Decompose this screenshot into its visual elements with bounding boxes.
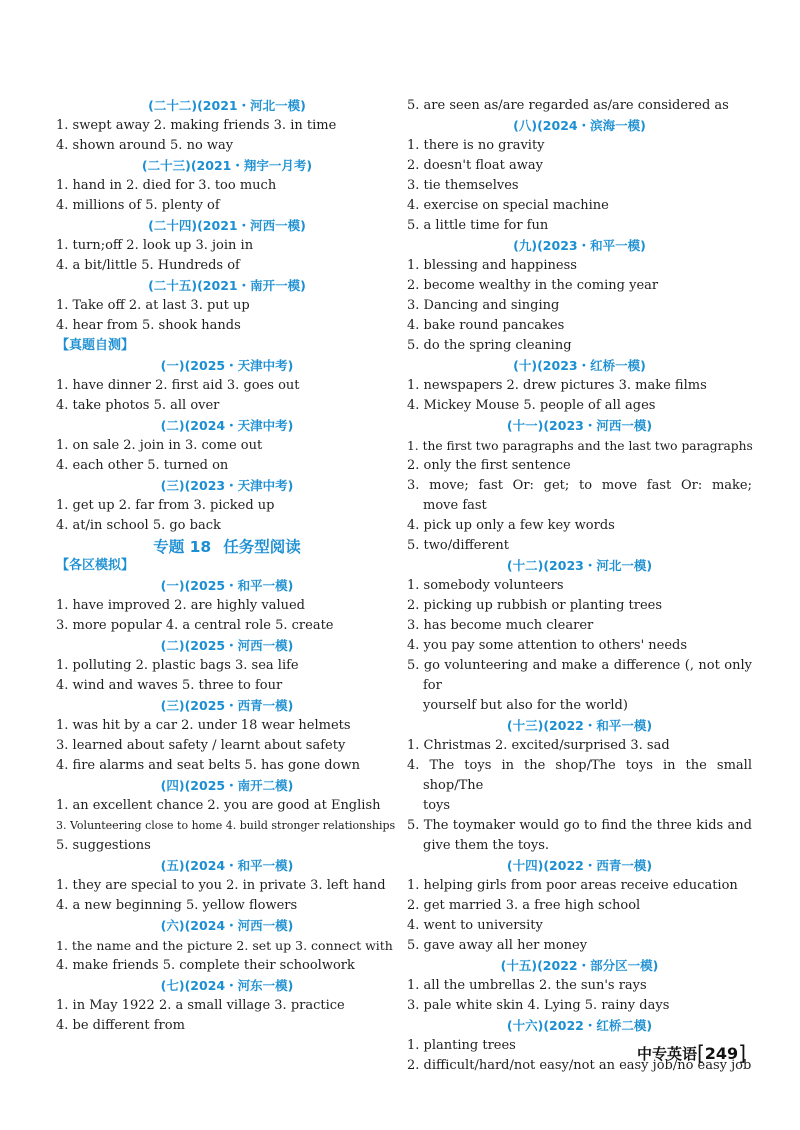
answer-line: 1. helping girls from poor areas receive education — [407, 878, 738, 893]
section-heading: (十)(2023・红桥一模) — [513, 358, 646, 373]
answer-line: 4. went to university — [407, 918, 543, 933]
answer-line: 1. hand in 2. died for 3. too much — [56, 178, 277, 193]
answer-line: 4. you pay some attention to others' needs — [407, 638, 688, 653]
answer-line: 2. picking up rubbish or planting trees — [407, 598, 663, 613]
section-heading: (十三)(2022・和平一模) — [506, 718, 653, 733]
answer-line: 1. there is no gravity — [407, 138, 545, 153]
answer-line: 1. they are special to you 2. in private 3. left hand — [56, 878, 386, 893]
section-heading: (二十二)(2021・河北一模) — [148, 98, 306, 113]
answer-line: 5. are seen as/are regarded as/are considered as — [407, 98, 729, 113]
answer-line-wrapped: 5. go volunteering and make a difference (, not only for — [407, 658, 752, 693]
page-number: 249 — [704, 1044, 739, 1063]
answer-line: 1. turn;off 2. look up 3. join in — [56, 238, 254, 253]
answer-line: 4. be different from — [56, 1018, 185, 1033]
answer-line-wrapped: 4. The toys in the shop/The toys in the small shop/The — [407, 758, 752, 793]
answer-line: 1. Take off 2. at last 3. put up — [56, 298, 250, 313]
answer-line: 5. do the spring cleaning — [407, 338, 572, 353]
answer-line: 3. Volunteering close to home 4. build stronger relationships — [56, 819, 396, 832]
answer-line-wrapped: 5. The toymaker would go to find the three kids and — [407, 818, 752, 833]
answer-line: 3. more popular 4. a central role 5. create — [56, 618, 334, 633]
answer-line: 3. learned about safety / learnt about safety — [56, 738, 346, 753]
section-heading: (二)(2025・河西一模) — [160, 638, 294, 653]
section-heading: (二十五)(2021・南开一模) — [148, 278, 306, 293]
answer-line: 1. the first two paragraphs and the last two paragraphs — [407, 439, 753, 453]
section-heading: (十六)(2022・红桥二模) — [506, 1018, 653, 1033]
answer-line: 4. take photos 5. all over — [56, 398, 220, 413]
answer-line-continuation: give them the toys. — [423, 838, 550, 853]
answer-line: 1. all the umbrellas 2. the sun's rays — [407, 978, 647, 993]
answer-line: 4. exercise on special machine — [407, 198, 609, 213]
answer-line: 1. somebody volunteers — [407, 578, 564, 593]
answer-line: 4. hear from 5. shook hands — [56, 318, 241, 333]
answer-line: 1. on sale 2. join in 3. come out — [56, 438, 263, 453]
answer-line: 1. have improved 2. are highly valued — [56, 598, 305, 613]
section-heading: (五)(2024・和平一模) — [160, 858, 294, 873]
book-title: 中专英语 — [636, 1045, 697, 1063]
section-label: 【真题自测】 — [56, 338, 135, 353]
answer-line: 3. pale white skin 4. Lying 5. rainy days — [407, 998, 670, 1013]
answer-line: 1. have dinner 2. first aid 3. goes out — [56, 378, 300, 393]
section-heading: (十四)(2022・西青一模) — [506, 858, 653, 873]
answer-line-wrapped: 3. move; fast Or: get; to move fast Or: make; — [407, 478, 752, 493]
answer-line: 1. swept away 2. making friends 3. in time — [56, 118, 337, 133]
section-heading: (一)(2025・天津中考) — [160, 358, 294, 373]
answer-line: 1. blessing and happiness — [407, 258, 577, 273]
topic-name: 任务型阅读 — [223, 538, 301, 556]
answer-line: 4. fire alarms and seat belts 5. has gone down — [56, 758, 360, 773]
answer-line: 4. millions of 5. plenty of — [56, 198, 220, 213]
answer-line: 2. difficult/hard/not easy/not an easy job/no easy job — [407, 1058, 752, 1073]
section-heading: (八)(2024・滨海一模) — [513, 118, 646, 133]
bracket-left: [ — [696, 1041, 705, 1065]
answer-line: 5. suggestions — [56, 838, 151, 853]
answer-line: 1. Christmas 2. excited/surprised 3. sad — [407, 738, 670, 753]
answer-line: 1. the name and the picture 2. set up 3. connect with — [56, 938, 393, 953]
answer-line: 1. planting trees — [407, 1038, 516, 1053]
section-heading: (七)(2024・河东一模) — [160, 978, 294, 993]
answer-line: 2. become wealthy in the coming year — [407, 278, 659, 293]
answer-line: 4. pick up only a few key words — [407, 518, 615, 533]
answer-line: 4. shown around 5. no way — [56, 138, 234, 153]
section-heading: (十五)(2022・部分区一模) — [500, 958, 659, 973]
section-heading: (四)(2025・南开二模) — [160, 778, 294, 793]
answer-line: 5. a little time for fun — [407, 218, 549, 233]
section-heading: (二十四)(2021・河西一模) — [148, 218, 306, 233]
answer-line: 5. two/different — [407, 538, 510, 553]
answer-line: 1. in May 1922 2. a small village 3. practice — [56, 998, 345, 1013]
right-column — [407, 96, 752, 1076]
section-heading: (六)(2024・河西一模) — [160, 918, 294, 933]
section-heading: (二十三)(2021・翔宇一月考) — [141, 158, 313, 173]
answer-line: 2. get married 3. a free high school — [407, 898, 641, 913]
answer-line: 1. was hit by a car 2. under 18 wear helmets — [56, 718, 351, 733]
section-heading: (三)(2023・天津中考) — [160, 478, 294, 493]
answer-line: 4. at/in school 5. go back — [56, 518, 221, 533]
section-heading: (九)(2023・和平一模) — [513, 238, 646, 253]
page-footer — [637, 1040, 746, 1066]
answer-line: 4. bake round pancakes — [407, 318, 565, 333]
answer-line: 1. polluting 2. plastic bags 3. sea life — [56, 658, 299, 673]
answer-line: 1. an excellent chance 2. you are good at English — [56, 798, 381, 813]
answer-line: 5. gave away all her money — [407, 938, 588, 953]
answer-line: 2. doesn't float away — [407, 158, 543, 173]
answer-line-continuation: move fast — [423, 498, 487, 513]
answer-line-continuation: toys — [423, 798, 451, 813]
answer-line: 4. each other 5. turned on — [56, 458, 229, 473]
bracket-right: ] — [738, 1041, 746, 1065]
answer-line: 3. has become much clearer — [407, 618, 594, 633]
topic-number: 专题 18 — [153, 538, 212, 556]
answer-line: 4. a bit/little 5. Hundreds of — [56, 258, 240, 273]
section-heading: (十一)(2023・河西一模) — [506, 418, 653, 433]
answer-line: 2. only the first sentence — [407, 458, 571, 473]
answer-line: 3. Dancing and singing — [407, 298, 560, 313]
answer-line-continuation: yourself but also for the world) — [423, 698, 628, 713]
answer-line: 4. make friends 5. complete their schoolwork — [56, 958, 355, 973]
answer-line: 1. get up 2. far from 3. picked up — [56, 498, 275, 513]
answer-line: 4. wind and waves 5. three to four — [56, 678, 283, 693]
left-column — [56, 96, 398, 1036]
section-heading: (十二)(2023・河北一模) — [506, 558, 653, 573]
answer-line: 1. newspapers 2. drew pictures 3. make films — [407, 378, 707, 393]
section-label: 【各区模拟】 — [56, 558, 135, 573]
section-heading: (三)(2025・西青一模) — [160, 698, 294, 713]
section-heading: (二)(2024・天津中考) — [160, 418, 294, 433]
section-heading: (一)(2025・和平一模) — [160, 578, 294, 593]
answer-line: 4. a new beginning 5. yellow flowers — [56, 898, 298, 913]
answer-line: 3. tie themselves — [407, 178, 519, 193]
answer-line: 4. Mickey Mouse 5. people of all ages — [407, 398, 656, 413]
